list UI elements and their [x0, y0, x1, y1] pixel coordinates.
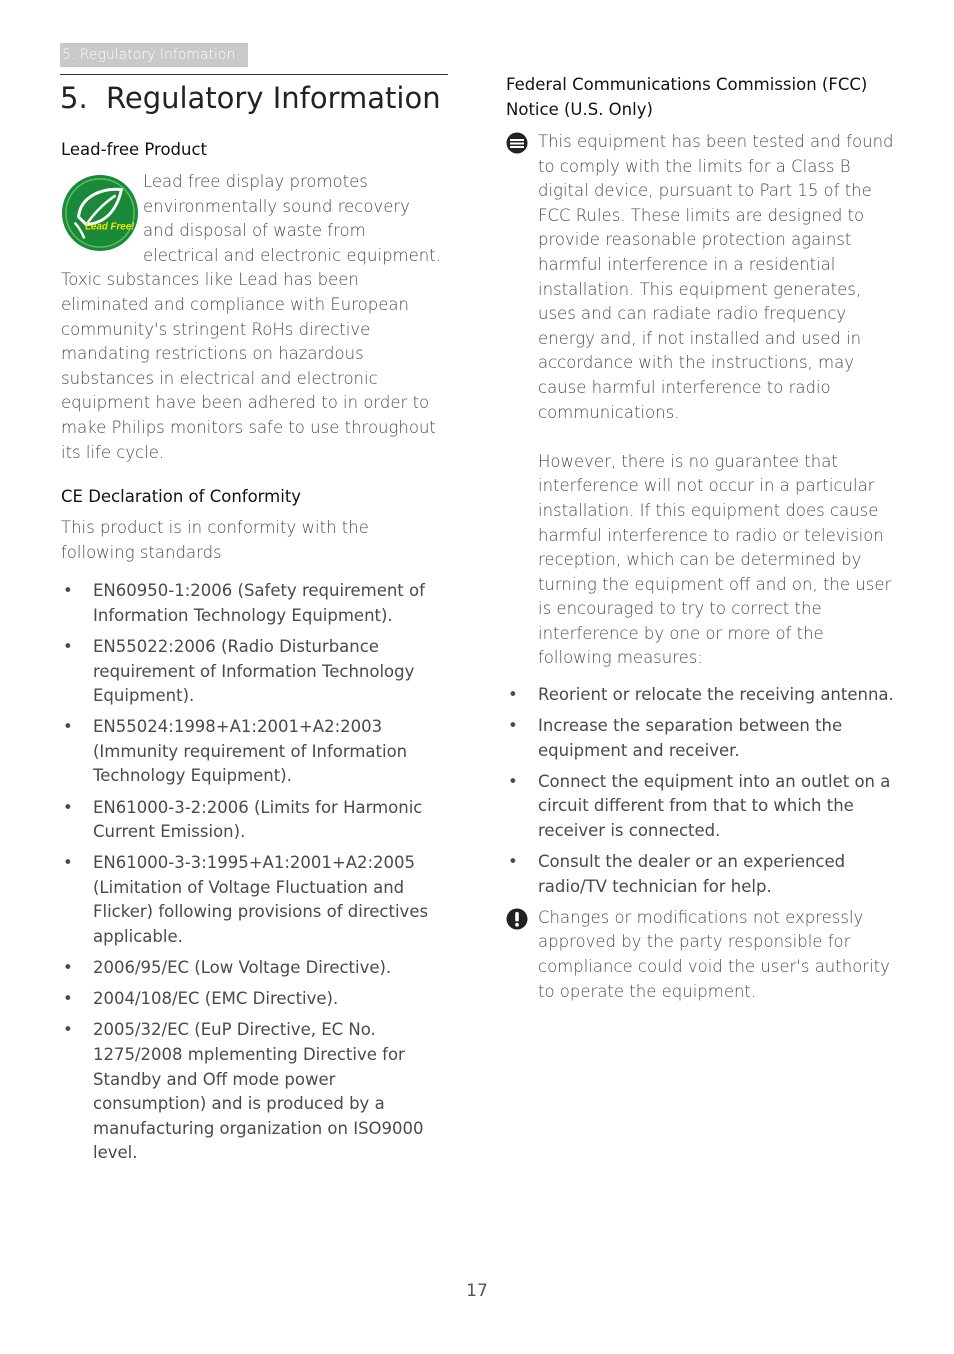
list-item	[61, 635, 446, 709]
ce-standards-list	[61, 579, 446, 1166]
list-item	[61, 851, 446, 949]
bullet-icon: •	[63, 797, 73, 817]
bullet-icon: •	[508, 771, 518, 791]
ce-intro: This product is in conformity with the following standards	[61, 518, 369, 562]
page-title	[60, 78, 441, 118]
bullet-icon: •	[63, 581, 73, 601]
lead-free-section	[61, 170, 446, 465]
section-title: Regulatory Information	[106, 81, 441, 115]
list-item	[506, 770, 906, 844]
list-item-text: Increase the separation between the equipment and receiver.	[538, 716, 843, 760]
list-item-text: 2005/32/EC (EuP Directive, EC No. 1275/2008 mplementing Directive for Standby and Off mode power consumption) and is produced by a manufacturing organization on ISO9000 level.	[93, 1020, 424, 1163]
list-item	[61, 796, 446, 845]
list-item-text: Reorient or relocate the receiving antenna.	[538, 685, 894, 705]
left-column	[61, 138, 446, 1172]
list-item-text: Connect the equipment into an outlet on a circuit different from that to which the receiver is connected.	[538, 771, 891, 841]
title-rule	[60, 74, 448, 75]
fcc-measures-list	[506, 683, 906, 899]
right-column	[506, 72, 906, 1004]
fcc-note	[506, 130, 906, 671]
list-item-text: EN61000-3-2:2006 (Limits for Harmonic Current Emission).	[93, 797, 423, 842]
lead-free-logo-icon	[61, 174, 139, 252]
list-item	[506, 850, 906, 899]
lead-free-logo-text: Lead Free!	[85, 221, 135, 233]
note-icon	[506, 132, 528, 154]
bullet-icon: •	[63, 637, 73, 656]
bullet-icon: •	[508, 716, 518, 736]
list-item	[506, 683, 906, 708]
bullet-icon: •	[508, 852, 518, 872]
fcc-note-paragraph-1: This equipment has been tested and found to comply with the limits for a Class B digital device, pursuant to Part 15 of the FCC Rules. These limits are designed to provide reasonable protection against harmful interference in a residential installation. This equipment generates, uses and can radiate radio frequency energy and, if not installed and used in accordance with the instructions, may cause harmful interference to radio communications.	[538, 132, 894, 422]
list-item	[61, 715, 446, 789]
list-item-text: 2004/108/EC (EMC Directive).	[93, 989, 339, 1009]
bullet-icon: •	[508, 685, 518, 705]
list-item-text: EN55022:2006 (Radio Disturbance requirement of Information Technology Equipment).	[93, 637, 415, 706]
bullet-icon: •	[63, 989, 73, 1009]
fcc-warning-text: Changes or modifications not expressly approved by the party responsible for compliance could void the user's authority to operate the equipment.	[538, 907, 890, 1001]
list-item-text: EN55024:1998+A1:2001+A2:2003 (Immunity requirement of Information Technology Equipment).	[93, 717, 408, 786]
list-item	[506, 714, 906, 763]
lead-free-heading: Lead-free Product	[61, 140, 208, 159]
list-item	[61, 1018, 446, 1166]
ce-heading: CE Declaration of Conformity	[61, 487, 302, 507]
bullet-icon: •	[63, 1020, 73, 1040]
fcc-note-paragraph-2: However, there is no guarantee that interference will not occur in a particular installation. If this equipment does cause harmful interference to radio or television reception, which can be determined by turning the equipment off and on, the user is encouraged to try to correct the interference by one or more of the following measures:	[538, 451, 892, 668]
list-item	[61, 987, 446, 1012]
bullet-icon: •	[63, 958, 73, 978]
list-item	[61, 579, 446, 628]
fcc-heading: Federal Communications Commission (FCC) Notice (U.S. Only)	[506, 75, 868, 119]
list-item	[61, 956, 446, 981]
list-item-text: EN60950-1:2006 (Safety requirement of Information Technology Equipment).	[93, 581, 425, 625]
list-item-text: EN61000-3-3:1995+A1:2001+A2:2005 (Limitation of Voltage Fluctuation and Flicker) following provisions of directives applicable.	[93, 853, 429, 947]
bullet-icon: •	[63, 853, 73, 873]
list-item-text: 2006/95/EC (Low Voltage Directive).	[93, 958, 392, 978]
page-number: 17	[466, 1281, 488, 1301]
list-item-text: Consult the dealer or an experienced radio/TV technician for help.	[538, 852, 846, 896]
bullet-icon: •	[63, 717, 73, 737]
fcc-warning	[506, 906, 906, 1004]
warning-icon	[506, 908, 528, 930]
section-tab: 5. Regulatory Infomation	[60, 43, 248, 67]
section-number: 5.	[60, 81, 88, 115]
lead-free-body: Lead free display promotes environmentally sound recovery and disposal of waste from electrical and electronic equipment. Toxic substances like Lead has been eliminated and compliance with European community's stringent RoHs directive mandating restrictions on hazardous substances in electrical and electronic equipment have been adhered to in order to make Philips monitors safe to use throughout its life cycle.	[61, 172, 441, 462]
